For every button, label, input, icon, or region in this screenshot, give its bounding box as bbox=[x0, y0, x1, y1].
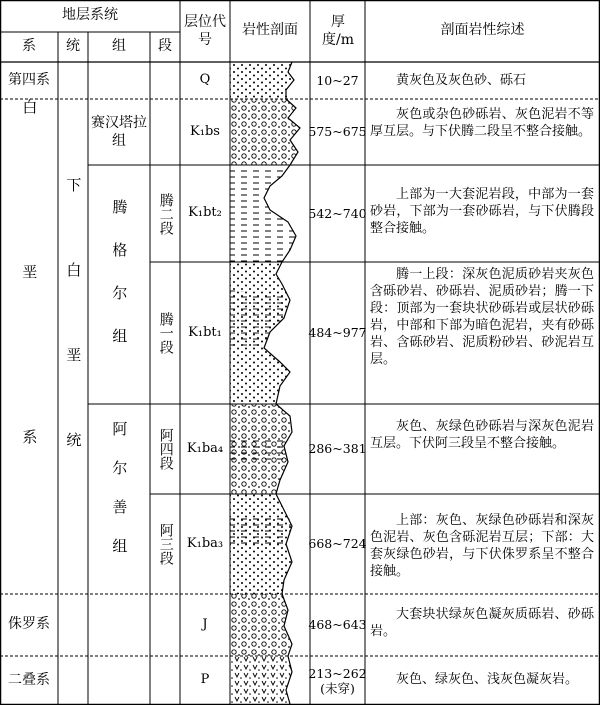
formation-tenggeer bbox=[88, 165, 150, 404]
thickness-k1bt1: 484~977 bbox=[308, 325, 367, 341]
series-lower-cretaceous-label: 下白垩统 bbox=[64, 176, 83, 517]
member-teng2 bbox=[150, 165, 180, 262]
code-k1bs: K₁bs bbox=[190, 123, 220, 139]
formation-aershan-label: 阿尔善组 bbox=[110, 421, 129, 577]
system-cretaceous bbox=[0, 99, 58, 594]
code-k1ba3: K₁ba₃ bbox=[186, 535, 224, 551]
system-quaternary: 第四系 bbox=[8, 71, 50, 88]
formation-column-header: 组 bbox=[112, 38, 126, 55]
system-permian: 二叠系 bbox=[8, 671, 50, 688]
description-p: 灰色、绿灰色、浅灰色凝灰岩。 bbox=[396, 672, 579, 687]
series-lower-cretaceous bbox=[58, 99, 88, 594]
formation-tenggeer-label: 腾格尔组 bbox=[110, 198, 129, 371]
thickness-k1ba4: 286~381 bbox=[308, 441, 367, 457]
code-k1bt1: K₁bt₁ bbox=[188, 324, 222, 340]
member-teng1-label: 腾一段 bbox=[157, 312, 174, 354]
stratigraphic-system-header: 地层系统 bbox=[62, 7, 118, 24]
description-q: 黄灰色及灰色砂、砾石 bbox=[396, 73, 527, 88]
thickness-p: 213~262 (未穿) bbox=[308, 665, 367, 696]
thickness-k1bs: 575~675 bbox=[308, 124, 367, 140]
member-a3-label: 阿三段 bbox=[157, 523, 174, 565]
description-k1bt2: 上部为一大套泥岩段，中部为一套砂岩，下部为一套砂砾岩，与下伏腾段整合接触。 bbox=[370, 187, 594, 236]
thickness-k1bt2: 542~740 bbox=[308, 205, 367, 221]
system-jurassic: 侏罗系 bbox=[8, 616, 50, 633]
member-column-header: 段 bbox=[158, 38, 172, 55]
description-k1bs: 灰色或杂色砂砾岩、灰色泥岩不等厚互层。与下伏腾二段呈不整合接触。 bbox=[370, 107, 594, 139]
member-a4 bbox=[150, 404, 180, 494]
member-a4-label: 阿四段 bbox=[157, 428, 174, 470]
member-teng2-label: 腾二段 bbox=[157, 192, 174, 235]
code-k1bt2: K₁bt₂ bbox=[188, 205, 222, 221]
member-teng1 bbox=[150, 262, 180, 404]
thickness-column-header: 厚度/m bbox=[322, 13, 354, 48]
formation-saihantala: 赛汉塔拉组 bbox=[91, 114, 147, 149]
code-p: P bbox=[200, 672, 210, 688]
description-column-header: 剖面岩性综述 bbox=[440, 22, 525, 39]
code-column-header: 层位代号 bbox=[184, 13, 226, 48]
system-cretaceous-label: 白垩系 bbox=[20, 99, 39, 594]
code-k1ba4: K₁ba₄ bbox=[186, 440, 224, 456]
system-column-header: 系 bbox=[22, 38, 36, 55]
series-column-header: 统 bbox=[66, 38, 80, 55]
description-k1ba3: 上部：灰色、灰绿色砂砾岩和深灰色泥岩、灰色含砾泥岩互层；下部：大套灰绿色砂岩，与下伏侏罗系呈不整合接触。 bbox=[370, 513, 594, 579]
thickness-q: 10~27 bbox=[316, 72, 359, 88]
description-k1ba4: 灰色、灰绿色砂砾岩与深灰色泥岩互层。下伏阿三段呈不整合接触。 bbox=[370, 419, 594, 451]
thickness-j: 468~643 bbox=[308, 617, 367, 633]
formation-aershan bbox=[88, 404, 150, 594]
code-j: J bbox=[202, 616, 208, 632]
code-q: Q bbox=[199, 72, 211, 88]
lithology-profile bbox=[230, 62, 300, 704]
member-a3 bbox=[150, 494, 180, 594]
profile-column-header: 岩性剖面 bbox=[242, 22, 298, 39]
description-k1bt1: 腾一上段：深灰色泥质砂岩夹灰色含砾砂岩、砂砾岩、泥质砂岩；腾一下段：顶部为一套块状砂砾岩或层状砂砾岩，中部和下部为暗色泥岩，夹有砂砾岩、含砾砂岩、泥质粉砂岩、砂泥岩互层。 bbox=[370, 267, 594, 367]
thickness-k1ba3: 668~724 bbox=[308, 536, 367, 552]
description-j: 大套块状绿灰色凝灰质砾岩、砂砾岩。 bbox=[370, 607, 594, 639]
